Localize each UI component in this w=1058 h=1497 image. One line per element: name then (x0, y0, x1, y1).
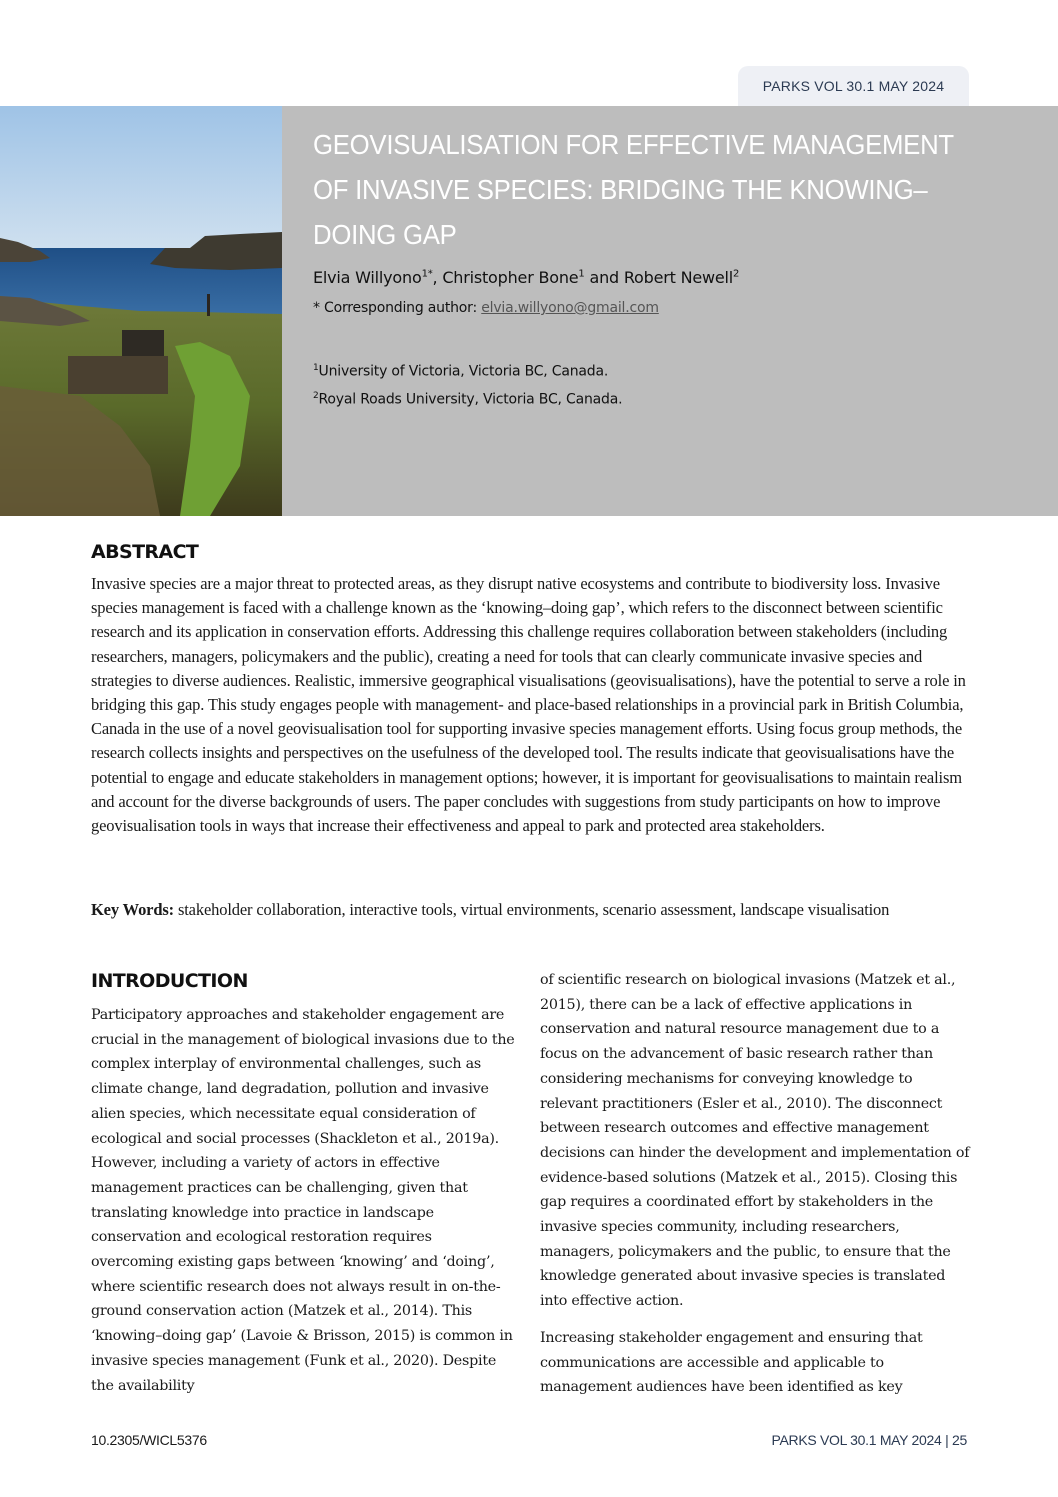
author-affiliation-marker: 1* (421, 268, 433, 280)
introduction-heading: INTRODUCTION (91, 970, 248, 992)
journal-issue-label: PARKS VOL 30.1 MAY 2024 (762, 78, 945, 94)
abstract-body: Invasive species are a major threat to protected areas, as they disrupt native ecosystems and contribute to biodiversity loss. Invasive species management is faced with a challenge known as the ‘knowing–doing gap’, which refers to the disconnect between scientific research and its application in conservation efforts. Addressing this challenge requires collaboration between stakeholders (including researchers, managers, policymakers and the public), creating a need for tools that can clearly communicate invasive species and strategies to diverse audiences. Realistic, immersive geographical visualisations (geovisualisations), have the potential to serve a role in bridging this gap. This study engages people with management- and place-based relationships in a provincial park in British Columbia, Canada in the use of a novel geovisualisation tool for supporting invasive species management efforts. Using focus group methods, the research collects insights and perspectives on the usefulness of the developed tool. The results indicate that geovisualisations have the potential to engage and educate stakeholders in management options; however, it is important for geovisualisations to maintain realism and account for the diverse backgrounds of users. The paper concludes with suggestions from study participants on how to improve geovisualisation tools in ways that increase their effectiveness and appeal to park and protected area stakeholders. (91, 574, 966, 836)
author-separator: , (432, 268, 443, 287)
title-panel (282, 106, 1058, 516)
corresponding-author (313, 300, 659, 316)
footer-page-number: PARKS VOL 30.1 MAY 2024 | 25 (771, 1432, 967, 1448)
author-name: Elvia Willyono (313, 268, 422, 287)
paragraph: of scientific research on biological invasions (Matzek et al., 2015), there can be a lack of effective applications in conservation and natural resource management due to a focus on the advancement of basic research rather than considering mechanisms for conveying knowledge to relevant practitioners (Esler et al., 2010). The disconnect between research outcomes and effective management decisions can hinder the development and implementation of evidence-based solutions (Matzek et al., 2015). Closing this gap requires a coordinated effort by stakeholders in the invasive species community, including researchers, managers, policymakers and the public, to ensure that the knowledge generated about invasive species is translated into effective action. (540, 972, 970, 1310)
author-affiliation-marker: 1 (578, 268, 585, 280)
affiliation-text: Royal Roads University, Victoria BC, Canada. (318, 391, 623, 408)
keywords (91, 898, 971, 922)
affiliation-marker: 1 (313, 363, 319, 373)
corresponding-email-link[interactable]: elvia.willyono@gmail.com (481, 300, 659, 316)
author-list (313, 268, 739, 287)
footer-doi: 10.2305/WICL5376 (91, 1432, 207, 1448)
journal-issue-tab (738, 66, 969, 106)
author-affiliation-marker: 2 (733, 268, 740, 280)
article-title: GEOVISUALISATION FOR EFFECTIVE MANAGEMENT OF INVASIVE SPECIES: BRIDGING THE KNOWING–DOING GAP (313, 129, 954, 250)
sky (0, 106, 282, 251)
introduction-left-column (91, 1003, 516, 1398)
introduction-right-column (540, 968, 970, 1400)
author-separator: and (584, 268, 624, 287)
author-name: Christopher Bone (442, 268, 579, 287)
affiliations (313, 356, 622, 411)
paragraph: Increasing stakeholder engagement and ensuring that communications are accessible and applicable to management audiences have been identified as key (540, 1329, 923, 1396)
keywords-label: Key Words: (91, 900, 174, 919)
author-name: Robert Newell (623, 268, 734, 287)
keywords-list: stakeholder collaboration, interactive tools, virtual environments, scenario assessment, landscape visualisation (174, 900, 890, 919)
post (207, 294, 210, 316)
affiliation-marker: 2 (313, 390, 319, 401)
affiliation-text: University of Victoria, Victoria BC, Canada. (318, 363, 609, 380)
machinery-base (68, 356, 168, 394)
machinery (122, 330, 164, 360)
corresponding-author-label: * Corresponding author: (313, 300, 482, 316)
paragraph: Participatory approaches and stakeholder engagement are crucial in the management of biological invasions due to the complex interplay of environmental challenges, such as climate change, land degradation, pollution and invasive alien species, which necessitate equal consideration of ecological and social processes (Shackleton et al., 2019a). However, including a variety of actors in effective management practices can be challenging, given that translating knowledge into practice in landscape conservation and ecological restoration requires overcoming existing gaps between ‘knowing’ and ‘doing’, where scientific research does not always result in on-the-ground conservation action (Matzek et al., 2014). This ‘knowing–doing gap’ (Lavoie & Brisson, 2015) is common in invasive species management (Funk et al., 2020). Despite the availability (91, 1007, 515, 1394)
abstract-heading: ABSTRACT (91, 541, 199, 563)
cover-photo (0, 106, 282, 516)
landscape-photo-illustration (0, 106, 282, 516)
